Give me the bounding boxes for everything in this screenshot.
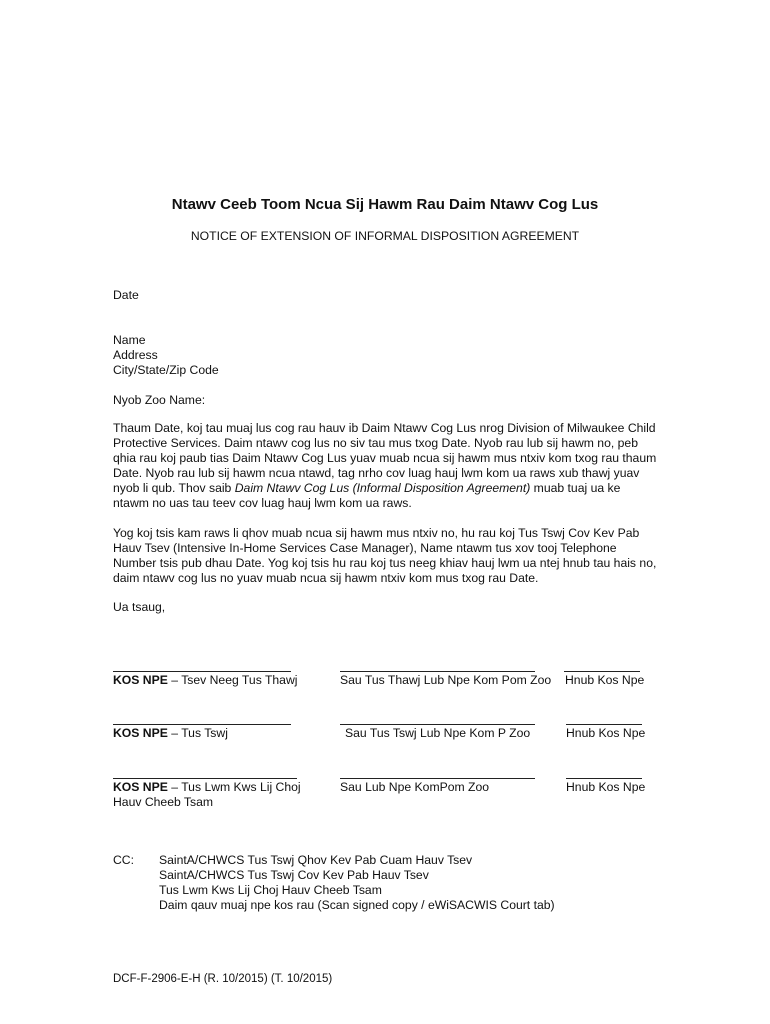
paragraph2-text: Yog koj tsis kam raws li qhov muab ncua sij hawm mus ntxiv no, hu rau koj Tus Tswj Cov Kev Pab Hauv Tsev (Intensive In-Home Services Case Manager), Name ntawm tus xov tooj Telephone Number tsis pub dhau Date. Yog koj tsis hu rau koj tus neeg khiav hauj lwm ua ntej hnub tau hais no, daim ntawv cog lus no yuav muab ncua sij hawm ntxiv kom mus txog rau Date. [113,526,657,585]
paragraph1-text-end: muab tuaj ua ke ntawm no uas tau teev cov luag hauj lwm kom ua raws. [113,481,621,510]
signature-line [113,778,297,779]
address-block [113,333,658,378]
form-number-footer: DCF-F-2906-E-H (R. 10/2015) (T. 10/2015) [113,973,333,985]
date-caption: Hnub Kos Npe [565,673,645,687]
printed-name-line [340,671,535,672]
date-line [566,724,642,725]
recipient-city-state-zip: City/State/Zip Code [113,363,219,377]
sign-label: KOS NPE [113,673,168,687]
printed-name-line [340,778,535,779]
body-paragraph-1 [113,421,658,511]
printed-name-caption: Sau Tus Thawj Lub Npe Kom Pom Zoo [340,673,552,687]
cc-label: CC: [113,853,134,867]
sign-label: KOS NPE [113,780,168,794]
salutation: Nyob Zoo Name: [113,393,206,407]
cc-item: Daim qauv muaj npe kos rau (Scan signed copy / eWiSACWIS Court tab) [159,898,555,912]
cc-item: SaintA/CHWCS Tus Tswj Cov Kev Pab Hauv Tsev [159,868,429,882]
date-caption: Hnub Kos Npe [566,726,646,740]
signer-role: – Tus Tswj [167,726,228,740]
recipient-name: Name [113,333,146,347]
signature-caption [113,780,303,810]
body-paragraph-2 [113,526,658,586]
recipient-address: Address [113,348,158,362]
date-caption: Hnub Kos Npe [566,780,646,794]
signature-caption [113,673,297,688]
signature-line [113,671,291,672]
printed-name-line [340,724,535,725]
sign-label: KOS NPE [113,726,168,740]
agreement-reference: Daim Ntawv Cog Lus (Informal Disposition Agreement) [234,481,531,495]
date-field: Date [113,288,139,302]
printed-name-caption: Sau Tus Tswj Lub Npe Kom P Zoo [345,726,531,740]
closing: Ua tsaug, [113,600,166,614]
paragraph1-text: Thaum Date, koj tau muaj lus cog rau hauv ib Daim Ntawv Cog Lus nrog Division of Milwaukee Child Protective Services. Daim ntawv cog lus no siv tau mus txog Date. Nyob rau lub sij hawm no, peb qhia rau koj paub tias Daim Ntawv Cog Lus yuav muab ncua sij hawm mus ntxiv kom txog rau thaum Date. Nyob rau lub sij hawm ncua ntawd, tag nrho cov luag hauj lwm kom ua raws xub thawj yuav nyob li qub. Thov saib [113,421,657,495]
cc-item: Tus Lwm Kws Lij Choj Hauv Cheeb Tsam [159,883,382,897]
cc-item: SaintA/CHWCS Tus Tswj Qhov Kev Pab Cuam Hauv Tsev [159,853,473,867]
signer-role: – Tus Lwm Kws Lij Choj Hauv Cheeb Tsam [113,780,301,809]
signer-role: – Tsev Neeg Tus Thawj [167,673,298,687]
cc-list [159,853,555,913]
signature-line [113,724,291,725]
signature-caption [113,726,228,741]
document-title: Ntawv Ceeb Toom Ncua Sij Hawm Rau Daim Ntawv Cog Lus [171,196,599,213]
printed-name-caption: Sau Lub Npe KomPom Zoo [340,780,490,794]
date-line [564,671,640,672]
document-subtitle: NOTICE OF EXTENSION OF INFORMAL DISPOSITION AGREEMENT [190,229,580,243]
date-line [566,778,642,779]
